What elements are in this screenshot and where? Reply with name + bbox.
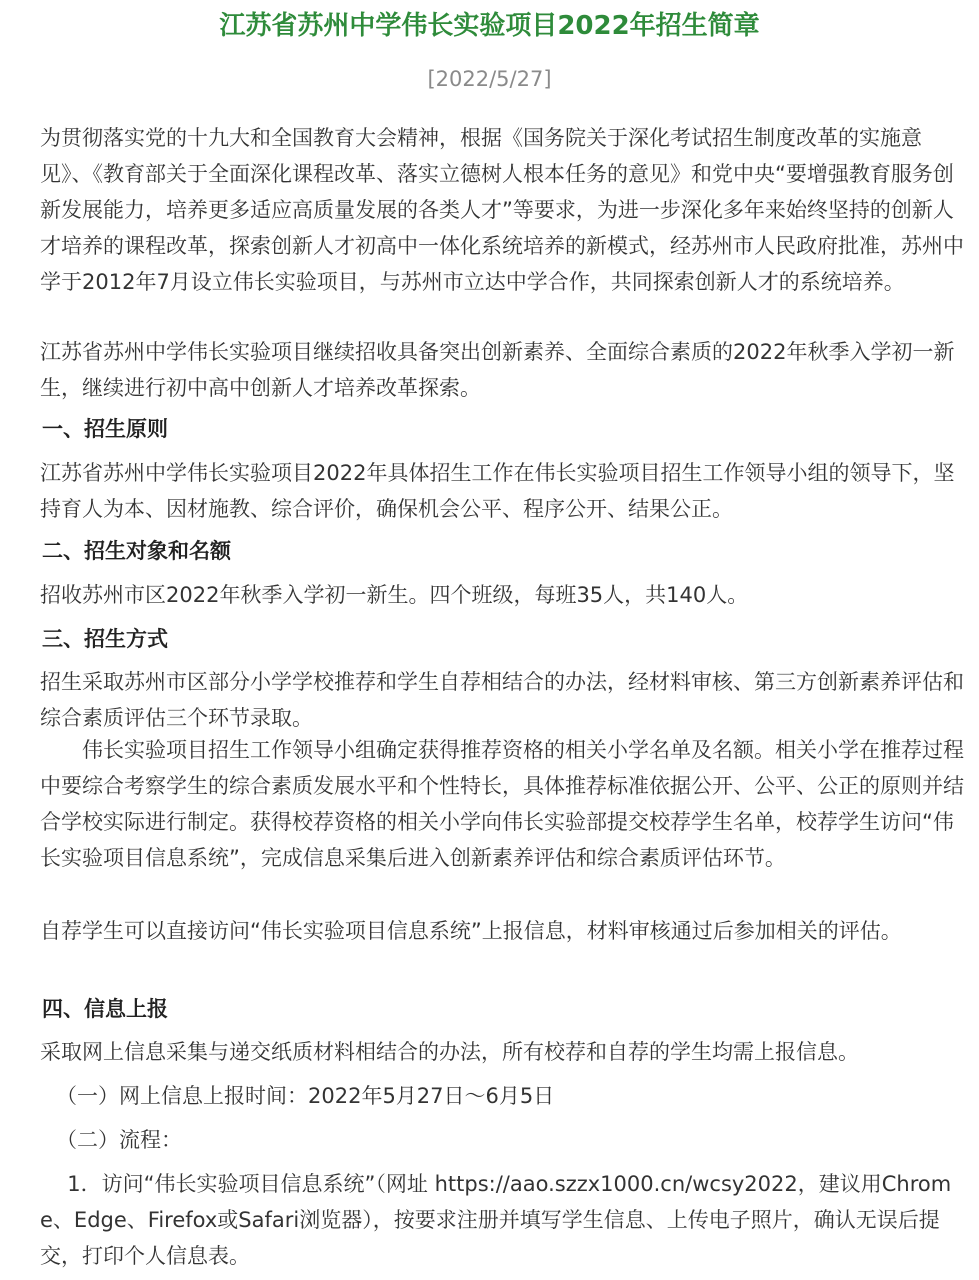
intro-paragraph-1: 为贯彻落实党的十九大和全国教育大会精神，根据《国务院关于深化考试招生制度改革的实施意见》、《教育部关于全面深化课程改革、落实立德树人根本任务的意见》和党中央“要增强教育服务创新发展能力，培养更多适应高质量发展的各类人才”等要求，为进一步深化多年来始终坚持的创新人才培养的课程改革，探索创新人才初高中一体化系统培养的新模式，经苏州市人民政府批准，苏州中学于2012年7月设立伟长实验项目，与苏州市立达中学合作，共同探索创新人才的系统培养。	[40, 126, 964, 294]
article-title: 江苏省苏州中学伟长实验项目2022年招生简章	[219, 11, 760, 41]
section-heading-method: 三、招生方式	[42, 627, 168, 651]
publish-date: [2022/5/27]	[427, 67, 552, 91]
reporting-step-1: 1．访问“伟长实验项目信息系统”（网址 https://aao.szzx1000.cn/wcsy2022，建议用Chrome、Edge、Firefox或Safari浏览器），按要求注册并填写学生信息、上传电子照片，确认无误后提交，打印个人信息表。	[40, 1172, 952, 1268]
method-paragraph-3: 自荐学生可以直接访问“伟长实验项目信息系统”上报信息，材料审核通过后参加相关的评估。	[40, 919, 902, 943]
reporting-paragraph: 采取网上信息采集与递交纸质材料相结合的办法，所有校荐和自荐的学生均需上报信息。	[40, 1040, 859, 1064]
principles-paragraph: 江苏省苏州中学伟长实验项目2022年具体招生工作在伟长实验项目招生工作领导小组的领导下，坚持育人为本、因材施教、综合评价，确保机会公平、程序公开、结果公正。	[40, 461, 955, 521]
intro-paragraph-2: 江苏省苏州中学伟长实验项目继续招收具备突出创新素养、全面综合素质的2022年秋季入学初一新生，继续进行初中高中创新人才培养改革探索。	[40, 340, 955, 400]
reporting-time-item: （一）网上信息上报时间：2022年5月27日～6月5日	[56, 1084, 555, 1108]
targets-paragraph: 招收苏州市区2022年秋季入学初一新生。四个班级，每班35人，共140人。	[40, 583, 749, 607]
section-heading-targets: 二、招生对象和名额	[42, 539, 231, 563]
section-heading-principles: 一、招生原则	[42, 417, 168, 441]
reporting-process-item: （二）流程：	[56, 1128, 182, 1152]
method-paragraph-1: 招生采取苏州市区部分小学学校推荐和学生自荐相结合的办法，经材料审核、第三方创新素养评估和综合素质评估三个环节录取。	[40, 670, 964, 730]
method-paragraph-2: 伟长实验项目招生工作领导小组确定获得推荐资格的相关小学名单及名额。相关小学在推荐过程中要综合考察学生的综合素质发展水平和个性特长，具体推荐标准依据公开、公平、公正的原则并结合学校实际进行制定。获得校荐资格的相关小学向伟长实验部提交校荐学生名单，校荐学生访问“伟长实验项目信息系统”，完成信息采集后进入创新素养评估和综合素质评估环节。	[40, 738, 964, 870]
section-heading-reporting: 四、信息上报	[42, 997, 168, 1021]
